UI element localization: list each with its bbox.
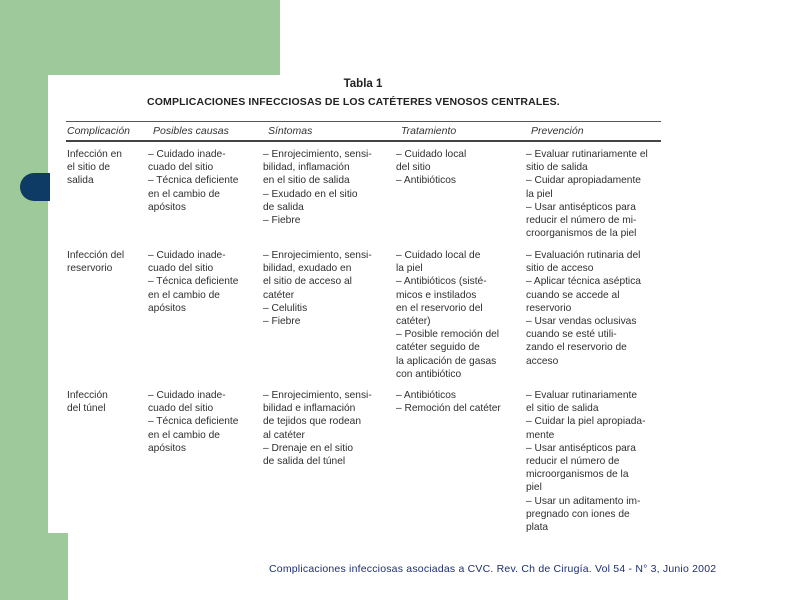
row-2-complication: Infección del túnel: [67, 390, 108, 415]
list-item: – Usar un aditamento im- pregnado con iones de plata: [526, 495, 641, 534]
row-1-treatment: [396, 249, 499, 381]
green-background-left: [0, 0, 48, 600]
list-item: – Enrojecimiento, sensi- bilidad e inflamación de tejidos que rodean al catéter: [263, 390, 372, 441]
list-item: – Técnica deficiente en el cambio de apósitos: [148, 416, 239, 454]
list-item: – Exudado en el sitio de salida: [263, 188, 358, 213]
list-item: – Evaluar rutinariamente el sitio de salida: [526, 149, 648, 174]
list-item: – Fiebre: [263, 215, 301, 227]
list-item: – Antibióticos: [396, 175, 457, 187]
row-1-complication: Infección del reservorio: [67, 250, 125, 275]
row-2-treatment: [396, 389, 501, 415]
list-item: – Remoción del catéter: [396, 403, 501, 415]
header-symptoms: Síntomas: [268, 125, 313, 137]
list-item: – Cuidar la piel apropiada- mente: [526, 416, 646, 441]
list-item: – Antibióticos: [396, 390, 457, 401]
list-item: – Enrojecimiento, sensi- bilidad, exudado en el sitio de acceso al catéter: [263, 250, 372, 301]
row-0-causes: [148, 148, 238, 214]
green-background-notch: [48, 66, 80, 75]
row-0-prevention: [526, 148, 648, 240]
table-header-rule: [66, 140, 661, 142]
list-item: – Antibióticos (sisté- micos e instilados en el reservorio del catéter): [396, 276, 487, 328]
list-item: – Usar vendas oclusivas cuando se esté utili- zando el reservorio de acceso: [526, 316, 637, 367]
list-item: – Posible remoción del catéter seguido de la aplicación de gasas con antibiótico: [396, 329, 500, 380]
row-0-symptoms: [263, 148, 372, 227]
list-item: – Drenaje en el sitio de salida del túnel: [263, 442, 354, 468]
row-1-prevention: [526, 249, 641, 368]
list-item: – Cuidado inade- cuado del sitio: [148, 390, 226, 415]
list-item: – Técnica deficiente en el cambio de apósitos: [148, 175, 239, 213]
source-caption: Complicaciones infecciosas asociadas a CVC. Rev. Ch de Cirugía. Vol 54 - N° 3, Junio 2002: [269, 563, 717, 575]
list-item: – Fiebre: [263, 316, 301, 328]
list-item: – Cuidado local del sitio: [396, 149, 467, 174]
table-number: Tabla 1: [343, 78, 383, 90]
table-top-rule: [66, 121, 661, 122]
green-background-bottom: [0, 533, 68, 600]
row-0-treatment: [396, 148, 466, 188]
list-item: – Cuidar apropiadamente la piel: [526, 175, 641, 200]
header-complication: Complicación: [67, 125, 131, 137]
row-2-prevention: [526, 389, 646, 534]
header-prevention: Prevención: [531, 125, 584, 137]
row-1-symptoms: [263, 249, 372, 328]
list-item: – Aplicar técnica aséptica cuando se accede al reservorio: [526, 276, 641, 314]
list-item: – Usar antisépticos para reducir el número de mi- croorganismos de la piel: [526, 201, 637, 240]
row-1-causes: [148, 249, 238, 315]
list-item: – Cuidado inade- cuado del sitio: [148, 149, 226, 174]
header-treatment: Tratamiento: [401, 125, 457, 137]
row-2-causes: [148, 389, 238, 455]
list-item: – Enrojecimiento, sensi- bilidad, inflamación en el sitio de salida: [263, 149, 372, 187]
list-item: – Cuidado local de la piel: [396, 250, 481, 275]
row-0-complication: Infección en el sitio de salida: [67, 149, 122, 187]
row-2-symptoms: [263, 389, 372, 468]
decorative-tab: [20, 173, 50, 201]
header-causes: Posibles causas: [153, 125, 229, 137]
list-item: – Evaluación rutinaria del sitio de acceso: [526, 250, 641, 275]
list-item: – Celulitis: [263, 302, 308, 314]
table-title: COMPLICACIONES INFECCIOSAS DE LOS CATÉTERES VENOSOS CENTRALES.: [147, 96, 560, 108]
list-item: – Cuidado inade- cuado del sitio: [148, 250, 226, 275]
list-item: – Usar antisépticos para reducir el número de microorganismos de la piel: [526, 442, 636, 494]
list-item: – Evaluar rutinariamente el sitio de salida: [526, 390, 637, 415]
list-item: – Técnica deficiente en el cambio de apósitos: [148, 276, 239, 314]
